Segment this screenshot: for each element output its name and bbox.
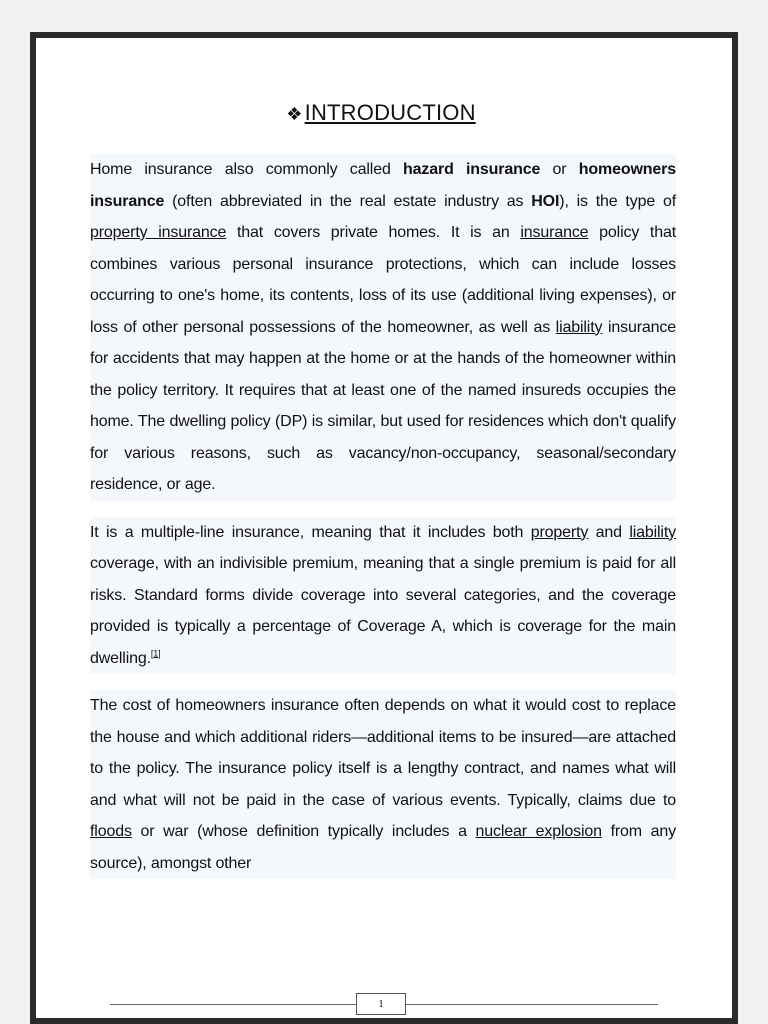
page-title: [36, 100, 732, 126]
paragraph-2: [90, 517, 676, 675]
text-run: or: [540, 161, 579, 178]
text-run: insurance for accidents that may happen at the home or at the hands of the homeowner within the policy territory. It requires that at least one of the named insureds occupies the home. The dwelling policy (DP) is similar, but used for residences which don't qualify for various reasons, such as vacancy/non-occupancy, seasonal/secondary residence, or age.: [90, 318, 676, 493]
page-number: 1: [356, 993, 406, 1015]
text-run: It is a multiple-line insurance, meaning that it includes both: [90, 523, 531, 541]
text-run: from any source), amongst other: [90, 823, 676, 872]
diamond-bullet-icon: ❖: [286, 104, 303, 124]
text-run: that covers private homes. It is an: [226, 224, 521, 241]
text-run: ), is the type of: [559, 192, 677, 210]
bold-term: HOI: [531, 192, 560, 210]
link-property[interactable]: property: [530, 523, 589, 541]
text-run: and: [588, 523, 630, 541]
bold-term: hazard insurance: [403, 161, 541, 178]
link-nuclear-explosion[interactable]: nuclear explosion: [475, 823, 602, 840]
link-liability[interactable]: liability: [629, 523, 676, 541]
text-run: or war (whose definition typically includes a: [131, 823, 476, 840]
link-insurance[interactable]: insurance: [520, 224, 589, 241]
footnote-ref-1[interactable]: [1]: [150, 648, 161, 659]
paragraph-3: [90, 690, 676, 879]
text-run: policy that combines various personal insurance protections, which can include losses occurring to one's home, its contents, loss of its use (additional living expenses), or loss of other personal possessions of the homeowner, as well as: [90, 224, 676, 336]
bold-term: homeowners insurance: [90, 161, 676, 210]
document-body: [90, 154, 676, 895]
paragraph-1: [90, 154, 676, 501]
text-run: (often abbreviated in the real estate industry as: [164, 192, 532, 210]
link-liability[interactable]: liability: [555, 318, 603, 336]
link-property-insurance[interactable]: property insurance: [90, 224, 227, 241]
link-floods[interactable]: floods: [90, 823, 132, 840]
document-page: [36, 38, 732, 1018]
page-title-text: INTRODUCTION: [304, 100, 476, 125]
text-run: coverage, with an indivisible premium, meaning that a single premium is paid for all risks. Standard forms divide coverage into several categories, and the coverage provided is typically a percentage of Coverage A, which is coverage for the main dwelling.: [90, 555, 676, 667]
text-run: The cost of homeowners insurance often depends on what it would cost to replace the house and which additional riders—additional items to be insured—are attached to the policy. The insurance policy itself is a lengthy contract, and names what will and what will not be paid in the case of various events. Typically, claims due to: [90, 697, 676, 809]
text-run: Home insurance also commonly called: [90, 161, 404, 178]
page-border: [30, 32, 738, 1024]
